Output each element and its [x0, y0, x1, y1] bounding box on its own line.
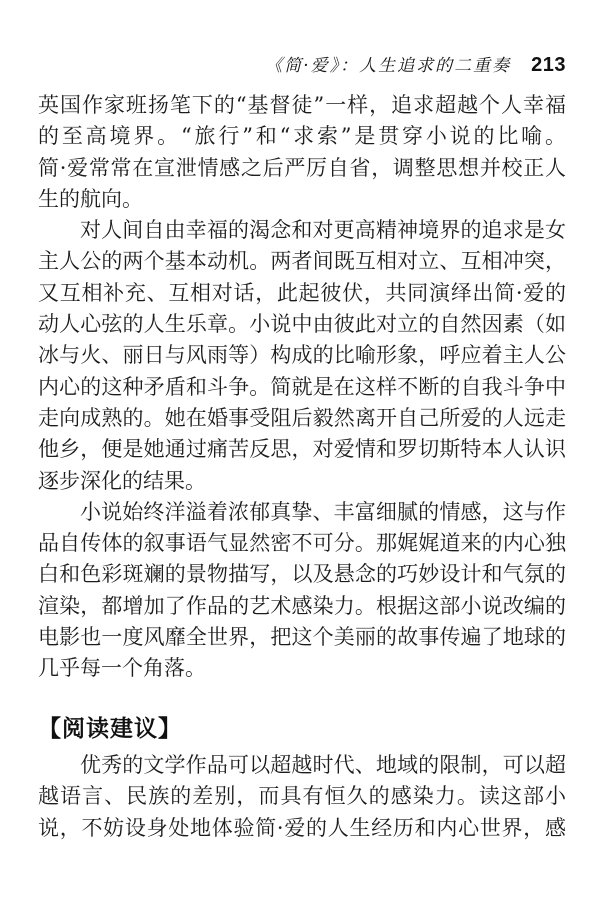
paragraph — [38, 497, 566, 685]
text-line: 电影也一度风靡全世界，把这个美丽的故事传遍了地球的 — [38, 625, 566, 650]
paragraph — [38, 215, 566, 497]
text-line: 逐步深化的结果。 — [38, 468, 206, 493]
text-line: 的至高境界。“旅行”和“求索”是贯穿小说的比喻。 — [38, 124, 566, 149]
text-line: 主人公的两个基本动机。两者间既互相对立、互相冲突， — [38, 249, 566, 274]
text-line: 优秀的文学作品可以超越时代、地域的限制，可以超 — [80, 752, 566, 777]
text-line: 越语言、民族的差别，而具有恒久的感染力。读这部小 — [38, 784, 566, 809]
paragraph — [38, 750, 566, 844]
text-line: 白和色彩斑斓的景物描写，以及悬念的巧妙设计和气氛的 — [38, 562, 566, 587]
text-line: 英国作家班扬笔下的“基督徒”一样，追求超越个人幸福 — [38, 93, 566, 117]
text-line: 简·爱常常在宣泄情感之后严厉自省，调整思想并校正人 — [38, 155, 566, 180]
text-line: 冰与火、丽日与风雨等）构成的比喻形象，呼应着主人公 — [38, 343, 566, 368]
text-line: 生的航向。 — [38, 186, 143, 211]
text-line: 小说始终洋溢着浓郁真挚、丰富细腻的情感，这与作 — [80, 499, 566, 524]
text-line: 对人间自由幸福的渴念和对更高精神境界的追求是女 — [80, 218, 566, 243]
text-line: 说，不妨设身处地体验简·爱的人生经历和内心世界，感 — [38, 815, 566, 840]
paragraph — [38, 90, 566, 215]
text-line: 动人心弦的人生乐章。小说中由彼此对立的自然因素（如 — [38, 312, 566, 337]
text-line: 又互相补充、互相对话，此起彼伏，共同演绎出简·爱的 — [38, 280, 566, 305]
page-header — [265, 51, 566, 77]
running-head-title: 《简·爱》：人生追求的二重奏 — [265, 56, 512, 76]
text-line: 几乎每一个角落。 — [38, 656, 206, 681]
text-line: 品自传体的叙事语气显然密不可分。那娓娓道来的内心独 — [38, 531, 566, 556]
text-line: 他乡，便是她通过痛苦反思，对爱情和罗切斯特本人认识 — [38, 437, 566, 462]
body-text — [38, 90, 566, 844]
section-heading: 【阅读建议】 — [38, 714, 182, 742]
text-line: 内心的这种矛盾和斗争。简就是在这样不断的自我斗争中 — [38, 374, 566, 399]
text-line: 渲染，都增加了作品的艺术感染力。根据这部小说改编的 — [38, 593, 566, 618]
text-line: 走向成熟的。她在婚事受阻后毅然离开自己所爱的人远走 — [38, 405, 566, 430]
page-number: 213 — [531, 54, 566, 76]
